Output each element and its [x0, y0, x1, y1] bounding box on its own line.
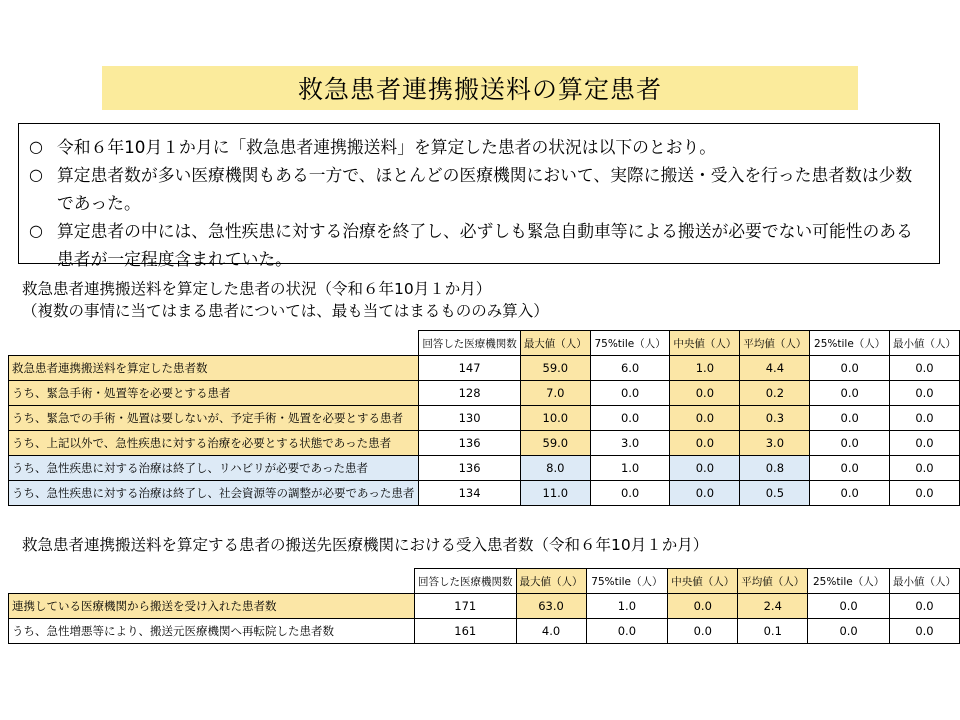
- table-cell: 0.0: [808, 619, 890, 644]
- table-cell: 0.0: [668, 619, 738, 644]
- table-cell: 0.8: [740, 456, 810, 481]
- summary-item: [29, 133, 929, 161]
- table-cell: 4.4: [740, 356, 810, 381]
- summary-text: 算定患者の中には、急性疾患に対する治療を終了し、必ずしも緊急自動車等による搬送が必要でない可能性のある患者が一定程度含まれていた。: [57, 221, 913, 269]
- column-header: 75%tile（人）: [586, 569, 668, 594]
- bullet-circle-icon: ○: [29, 137, 43, 156]
- row-label: うち、急性増悪等により、搬送元医療機関へ再転院した患者数: [9, 619, 415, 644]
- table-cell: 0.0: [810, 381, 890, 406]
- table-cell: 0.3: [740, 406, 810, 431]
- table1-subheading: （複数の事情に当てはまる患者については、最も当てはまるもののみ算入）: [22, 302, 549, 320]
- row-label: うち、急性疾患に対する治療は終了し、リハビリが必要であった患者: [9, 456, 419, 481]
- table1-heading: 救急患者連携搬送料を算定した患者の状況（令和６年10月１か月）: [22, 280, 492, 298]
- table-cell: 0.0: [810, 431, 890, 456]
- table-cell: 7.0: [520, 381, 590, 406]
- row-label: 連携している医療機関から搬送を受け入れた患者数: [9, 594, 415, 619]
- column-header: 最大値（人）: [516, 569, 586, 594]
- table-cell: 63.0: [516, 594, 586, 619]
- column-header: 最小値（人）: [889, 331, 959, 356]
- table-cell: 0.0: [889, 456, 959, 481]
- column-header: 25%tile（人）: [808, 569, 890, 594]
- table-cell: 1.0: [586, 594, 668, 619]
- receiving-patients-table: [8, 568, 960, 644]
- patient-status-table: [8, 330, 960, 506]
- table-cell: 136: [419, 456, 521, 481]
- table-cell: 171: [415, 594, 517, 619]
- table-cell: 6.0: [590, 356, 670, 381]
- summary-box: [18, 123, 940, 269]
- table-row: [9, 356, 960, 381]
- table-cell: 0.0: [889, 481, 959, 506]
- table-cell: 0.0: [670, 431, 740, 456]
- summary-text: 算定患者数が多い医療機関もある一方で、ほとんどの医療機関において、実際に搬送・受入を行った患者数は少数であった。: [57, 165, 913, 213]
- table-cell: 59.0: [520, 356, 590, 381]
- column-header: 平均値（人）: [740, 331, 810, 356]
- column-header: 最大値（人）: [520, 331, 590, 356]
- bullet-circle-icon: ○: [29, 221, 43, 240]
- table-corner: [9, 331, 419, 356]
- table-row: [9, 456, 960, 481]
- table-cell: 0.0: [889, 594, 959, 619]
- column-header: 回答した医療機関数: [415, 569, 517, 594]
- column-header: 平均値（人）: [738, 569, 808, 594]
- table-row: [9, 481, 960, 506]
- table-cell: 4.0: [516, 619, 586, 644]
- table-cell: 0.0: [590, 481, 670, 506]
- row-label: 救急患者連携搬送料を算定した患者数: [9, 356, 419, 381]
- column-header: 75%tile（人）: [590, 331, 670, 356]
- table2-heading: 救急患者連携搬送料を算定する患者の搬送先医療機関における受入患者数（令和６年10月１か月）: [22, 536, 709, 554]
- table-cell: 0.0: [889, 431, 959, 456]
- table-cell: 0.1: [738, 619, 808, 644]
- column-header: 25%tile（人）: [810, 331, 890, 356]
- table-cell: 3.0: [590, 431, 670, 456]
- summary-item: [29, 217, 929, 273]
- table-cell: 0.0: [810, 456, 890, 481]
- table-cell: 0.0: [810, 481, 890, 506]
- table-cell: 0.5: [740, 481, 810, 506]
- table-cell: 0.0: [590, 381, 670, 406]
- row-label: うち、上記以外で、急性疾患に対する治療を必要とする状態であった患者: [9, 431, 419, 456]
- page-title: 救急患者連携搬送料の算定患者: [102, 66, 858, 110]
- table-cell: 0.0: [668, 594, 738, 619]
- table-cell: 136: [419, 431, 521, 456]
- table-cell: 0.0: [810, 406, 890, 431]
- table-cell: 147: [419, 356, 521, 381]
- table-row: [9, 431, 960, 456]
- table-cell: 0.0: [670, 481, 740, 506]
- table-cell: 0.2: [740, 381, 810, 406]
- table-cell: 8.0: [520, 456, 590, 481]
- row-label: うち、急性疾患に対する治療は終了し、社会資源等の調整が必要であった患者: [9, 481, 419, 506]
- table-cell: 11.0: [520, 481, 590, 506]
- table-row: [9, 594, 960, 619]
- column-header: 回答した医療機関数: [419, 331, 521, 356]
- summary-item: [29, 161, 929, 217]
- summary-text: 令和６年10月１か月に「救急患者連携搬送料」を算定した患者の状況は以下のとおり。: [57, 137, 717, 157]
- table-header-row: [9, 569, 960, 594]
- table-cell: 0.0: [810, 356, 890, 381]
- table-cell: 0.0: [670, 381, 740, 406]
- table-cell: 134: [419, 481, 521, 506]
- table-cell: 2.4: [738, 594, 808, 619]
- table-corner: [9, 569, 415, 594]
- column-header: 中央値（人）: [668, 569, 738, 594]
- column-header: 中央値（人）: [670, 331, 740, 356]
- table-row: [9, 406, 960, 431]
- table-row: [9, 619, 960, 644]
- table-cell: 0.0: [586, 619, 668, 644]
- table-cell: 161: [415, 619, 517, 644]
- table-cell: 3.0: [740, 431, 810, 456]
- table-cell: 0.0: [590, 406, 670, 431]
- table-cell: 10.0: [520, 406, 590, 431]
- table-cell: 0.0: [889, 619, 959, 644]
- table-cell: 0.0: [889, 406, 959, 431]
- table-cell: 0.0: [808, 594, 890, 619]
- table-cell: 59.0: [520, 431, 590, 456]
- column-header: 最小値（人）: [889, 569, 959, 594]
- table-cell: 0.0: [889, 356, 959, 381]
- table-cell: 130: [419, 406, 521, 431]
- table-cell: 128: [419, 381, 521, 406]
- row-label: うち、緊急での手術・処置は要しないが、予定手術・処置を必要とする患者: [9, 406, 419, 431]
- table-cell: 0.0: [889, 381, 959, 406]
- table-cell: 1.0: [670, 356, 740, 381]
- bullet-circle-icon: ○: [29, 165, 43, 184]
- table-cell: 1.0: [590, 456, 670, 481]
- table-row: [9, 381, 960, 406]
- table-cell: 0.0: [670, 406, 740, 431]
- table-header-row: [9, 331, 960, 356]
- table-cell: 0.0: [670, 456, 740, 481]
- row-label: うち、緊急手術・処置等を必要とする患者: [9, 381, 419, 406]
